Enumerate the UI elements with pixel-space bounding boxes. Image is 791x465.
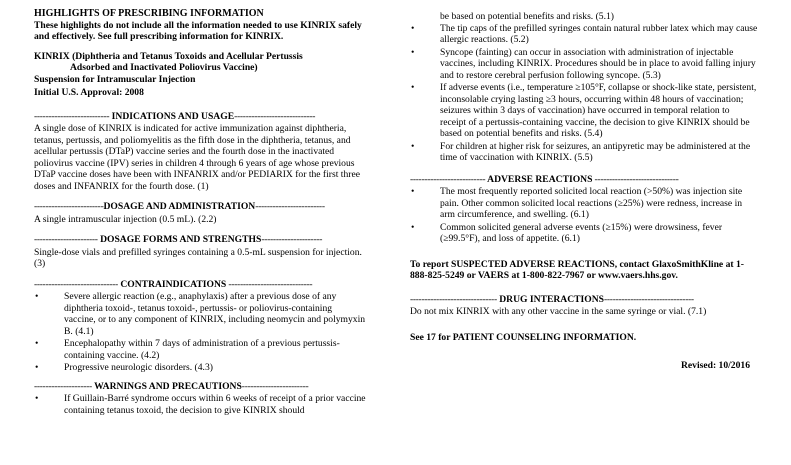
list-item: • If adverse events (i.e., temperature ≥105°F, collapse or shock-like state, persistent, inconsolable crying lasting ≥3 hours, occurring within 48 hours of vaccination; seizures within 3 days of vaccination) have occurred in temporal relation to receipt of a pertussis-containing vaccine, the decision to give KINRIX should be based on potential benefits and risks. (5.4) (411, 82, 757, 139)
list-item: • Progressive neurologic disorders. (4.3) (35, 362, 213, 373)
patient-counseling-reference: See 17 for PATIENT COUNSELING INFORMATION. (410, 331, 637, 343)
bullet-icon: • (411, 46, 415, 58)
indications-text: A single dose of KINRIX is indicated for active immunization against diphtheria, tetanus, pertussis, and poliomyelitis as the fifth dose in the diphtheria, tetanus, and acellular pertussis (DTaP) vaccine series and the fourth dose in the inactivated poliovirus vaccine (IPV) series in children 4 through 6 years of age whose previous DTaP vaccine doses have been with INFANRIX and/or PEDIARIX for the first three doses and INFANRIX for the fourth dose. (1) (34, 123, 360, 192)
highlights-intro: These highlights do not include all the information needed to use KINRIX safely and effectively. See full prescribing information for KINRIX. (34, 19, 362, 42)
section-header-indications: -------------------------- INDICATIONS AND USAGE---------------------------- (34, 110, 316, 122)
bullet-icon: • (35, 393, 39, 404)
list-item: • Syncope (fainting) can occur in association with administration of injectable vaccines, including KINRIX. Procedures should be in place to avoid falling injury and to restore cerebral perfusion following syncope. (5.3) (411, 46, 756, 81)
warnings-list-continued (410, 23, 758, 164)
section-header-warnings: -------------------- WARNINGS AND PRECAUTIONS----------------------- (34, 380, 309, 392)
bullet-icon: • (35, 362, 39, 373)
highlights-title: HIGHLIGHTS OF PRESCRIBING INFORMATION (34, 8, 264, 19)
section-header-drug-interactions: ------------------------------ DRUG INTERACTIONS------------------------------- (410, 293, 694, 305)
report-adverse-reactions: To report SUSPECTED ADVERSE REACTIONS, contact GlaxoSmithKline at 1-888-825-5249 or VAERS at 1-800-822-7967 or www.vaers.hhs.gov. (410, 258, 744, 281)
product-name-line1: KINRIX (Diphtheria and Tetanus Toxoids and Acellular Pertussis (34, 50, 303, 62)
list-item: • Severe allergic reaction (e.g., anaphylaxis) after a previous dose of any diphtheria toxoid-, tetanus toxoid-, pertussis- or poliovirus-containing vaccine, or to any component of KINRIX, including neomycin and polymyxin B. (4.1) (35, 291, 366, 337)
adverse-reactions-list (410, 186, 758, 245)
product-name-line2: Adsorbed and Inactivated Poliovirus Vaccine) (70, 62, 258, 73)
list-item: • Common solicited general adverse events (≥15%) were drowsiness, fever (≥99.5°F), and loss of appetite. (6.1) (411, 221, 723, 244)
list-item: • Encephalopathy within 7 days of administration of a previous pertussis-containing vaccine. (4.2) (35, 338, 340, 361)
bullet-icon: • (411, 140, 415, 152)
section-header-dosage-forms: ---------------------- DOSAGE FORMS AND STRENGTHS--------------------- (34, 234, 323, 245)
list-item: • The most frequently reported solicited local reaction (>50%) was injection site pain. Other common solicited local reactions (≥25%) were redness, increase in arm circumference, and swelling. (6.1) (411, 186, 743, 220)
section-header-dosage-administration: ------------------------DOSAGE AND ADMINISTRATION------------------------ (34, 201, 325, 212)
bullet-icon: • (411, 82, 415, 93)
bullet-icon: • (411, 221, 415, 233)
bullet-icon: • (35, 338, 39, 349)
product-form: Suspension for Intramuscular Injection (34, 73, 196, 85)
list-item: • The tip caps of the prefilled syringes contain natural rubber latex which may cause allergic reactions. (5.2) (411, 22, 758, 45)
bullet-icon: • (411, 186, 415, 197)
initial-approval: Initial U.S. Approval: 2008 (34, 87, 144, 98)
left-column (34, 0, 366, 417)
contraindications-list (34, 291, 366, 374)
bullet-icon: • (35, 291, 39, 302)
revised-date: Revised: 10/2016 (680, 360, 750, 371)
right-column (410, 0, 758, 372)
warnings-list-start (34, 393, 366, 416)
dosage-administration-text: A single intramuscular injection (0.5 mL). (2.2) (34, 213, 217, 225)
section-header-contraindications: ----------------------------- CONTRAINDICATIONS ----------------------------- (34, 278, 313, 290)
dosage-forms-text: Single-dose vials and prefilled syringes containing a 0.5-mL suspension for injection. (3) (34, 246, 362, 269)
bullet-icon: • (411, 22, 415, 34)
warnings-continued-text: be based on potential benefits and risks. (5.1) (440, 11, 614, 22)
drug-interactions-text: Do not mix KINRIX with any other vaccine in the same syringe or vial. (7.1) (410, 306, 707, 317)
list-item: • If Guillain-Barré syndrome occurs within 6 weeks of receipt of a prior vaccine containing tetanus toxoid, the decision to give KINRIX should (35, 393, 366, 416)
list-item: • For children at higher risk for seizures, an antipyretic may be administered at the time of vaccination with KINRIX. (5.5) (411, 140, 751, 163)
section-header-adverse-reactions: -------------------------- ADVERSE REACTIONS ----------------------------- (410, 173, 679, 185)
